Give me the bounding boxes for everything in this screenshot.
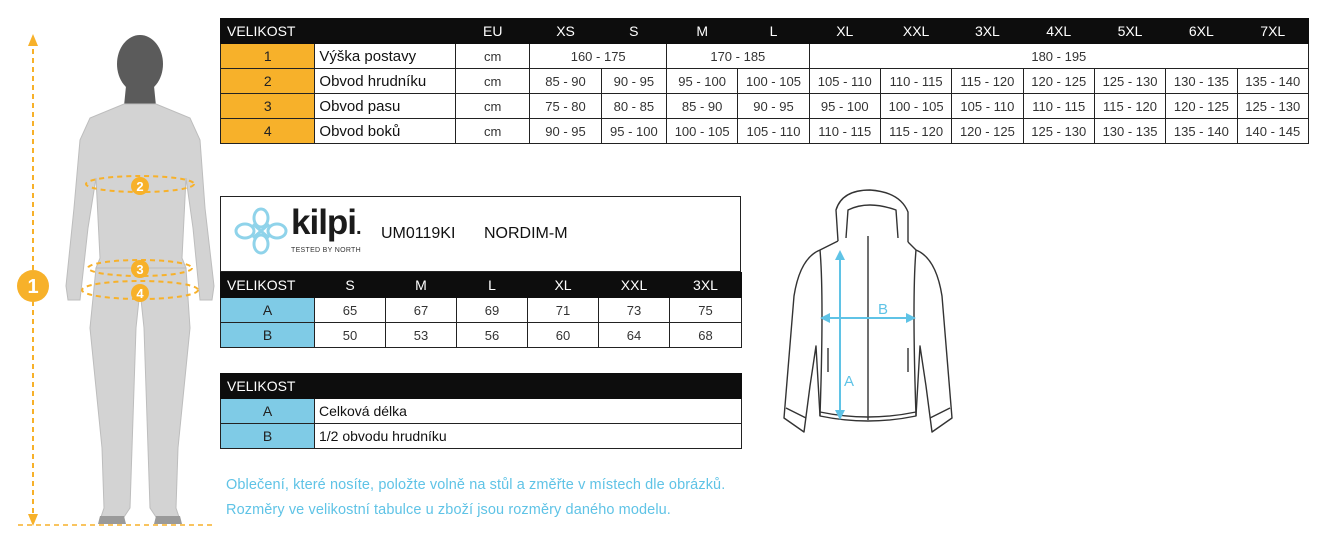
model-size-header: 3XL [670,273,742,298]
instruction-note-2: Rozměry ve velikostní tabulce u zboží jsou rozměry daného modelu. [226,502,671,518]
size-header-cell [315,19,456,44]
measurement-value: 105 - 110 [952,94,1023,119]
dimension-value: 68 [670,323,742,348]
product-code: UM0119KI [381,225,456,242]
measurement-name: Obvod hrudníku [315,69,456,94]
dimension-value: 71 [528,298,599,323]
measurement-value: 130 - 135 [1166,69,1237,94]
brand-logo-text [291,203,361,243]
model-dimensions-table [220,272,742,348]
measurement-unit: cm [456,94,530,119]
dimension-value: 53 [386,323,457,348]
model-size-header: L [457,273,528,298]
measurement-value: 120 - 125 [1023,69,1094,94]
measurement-value: 95 - 100 [667,69,738,94]
measurement-value: 85 - 90 [667,94,738,119]
measurement-value: 100 - 105 [880,94,951,119]
jacket-illustration [776,186,961,446]
size-header-cell: XXL [880,19,951,44]
product-name: NORDIM-M [484,225,568,242]
product-header [220,196,741,272]
height-badge-label: 1 [27,276,39,298]
measurement-range: 170 - 185 [667,44,810,69]
measurement-name: Obvod boků [315,119,456,144]
hips-badge-label: 4 [136,286,144,301]
size-header-cell: XL [809,19,880,44]
measurement-unit: cm [456,44,530,69]
jacket-label-a: A [844,373,855,390]
measurement-range: 180 - 195 [809,44,1308,69]
kilpi-logo-icon [233,206,289,256]
model-dimension-row [221,298,742,323]
brand-dot: . [356,217,361,239]
model-size-header: M [386,273,457,298]
measurement-value: 90 - 95 [601,69,666,94]
size-header-cell: XS [530,19,601,44]
model-size-header: XXL [599,273,670,298]
dimension-value: 75 [670,298,742,323]
measurement-value: 125 - 130 [1023,119,1094,144]
measurement-number: 1 [221,44,315,69]
dimension-value: 73 [599,298,670,323]
size-chart-header [221,19,1309,44]
legend-key: A [221,399,315,424]
measurement-value: 105 - 110 [738,119,809,144]
measurement-value: 125 - 130 [1094,69,1165,94]
dimension-value: 60 [528,323,599,348]
measurement-value: 90 - 95 [530,119,601,144]
dimension-value: 64 [599,323,670,348]
measurement-value: 85 - 90 [530,69,601,94]
measurement-value: 115 - 120 [952,69,1023,94]
size-header-cell: 6XL [1166,19,1237,44]
dimension-key: B [221,323,315,348]
model-size-header: XL [528,273,599,298]
measurement-range: 160 - 175 [530,44,667,69]
size-header-cell: M [667,19,738,44]
measurement-number: 4 [221,119,315,144]
measurement-value: 100 - 105 [667,119,738,144]
size-chart-row [221,119,1309,144]
model-header-label: VELIKOST [221,273,315,298]
measurement-unit: cm [456,119,530,144]
measurement-legend-table [220,373,742,449]
size-header-cell: 5XL [1094,19,1165,44]
measurement-value: 135 - 140 [1237,69,1309,94]
measurement-value: 130 - 135 [1094,119,1165,144]
measurement-value: 110 - 115 [1023,94,1094,119]
size-chart-row [221,44,1309,69]
chest-badge-label: 2 [136,179,144,194]
model-dimensions-header [221,273,742,298]
legend-description: 1/2 obvodu hrudníku [315,424,742,449]
measurement-value: 90 - 95 [738,94,809,119]
legend-description: Celková délka [315,399,742,424]
instruction-note-1: Oblečení, které nosíte, položte volně na stůl a změřte v místech dle obrázků. [226,477,726,493]
measurement-value: 95 - 100 [809,94,880,119]
dimension-value: 50 [315,323,386,348]
measurement-value: 120 - 125 [952,119,1023,144]
model-size-header: S [315,273,386,298]
brand-name: kilpi [291,203,357,242]
size-header-cell: EU [456,19,530,44]
measurement-number: 2 [221,69,315,94]
body-measurement-figure [0,28,225,528]
brand-tagline: TESTED BY NORTH [291,247,361,254]
size-chart-header-label: VELIKOST [221,19,315,44]
legend-row [221,399,742,424]
legend-header [221,374,742,399]
size-chart-row [221,94,1309,119]
measurement-value: 95 - 100 [601,119,666,144]
measurement-value: 135 - 140 [1166,119,1237,144]
dimension-value: 67 [386,298,457,323]
measurement-value: 100 - 105 [738,69,809,94]
measurement-value: 80 - 85 [601,94,666,119]
size-header-cell: S [601,19,666,44]
legend-key: B [221,424,315,449]
dimension-value: 65 [315,298,386,323]
size-chart-table [220,18,1309,144]
size-header-cell: 7XL [1237,19,1309,44]
legend-header-label: VELIKOST [221,374,742,399]
dimension-value: 56 [457,323,528,348]
measurement-name: Výška postavy [315,44,456,69]
measurement-value: 125 - 130 [1237,94,1309,119]
measurement-value: 110 - 115 [880,69,951,94]
size-chart-row [221,69,1309,94]
measurement-value: 115 - 120 [880,119,951,144]
measurement-value: 75 - 80 [530,94,601,119]
measurement-value: 110 - 115 [809,119,880,144]
measurement-name: Obvod pasu [315,94,456,119]
size-header-cell: 4XL [1023,19,1094,44]
measurement-number: 3 [221,94,315,119]
dimension-value: 69 [457,298,528,323]
measurement-unit: cm [456,69,530,94]
measurement-value: 140 - 145 [1237,119,1309,144]
legend-row [221,424,742,449]
size-header-cell: 3XL [952,19,1023,44]
model-dimension-row [221,323,742,348]
dimension-key: A [221,298,315,323]
measurement-value: 120 - 125 [1166,94,1237,119]
size-header-cell: L [738,19,809,44]
measurement-value: 105 - 110 [809,69,880,94]
measurement-value: 115 - 120 [1094,94,1165,119]
jacket-label-b: B [878,301,889,318]
waist-badge-label: 3 [136,262,144,277]
